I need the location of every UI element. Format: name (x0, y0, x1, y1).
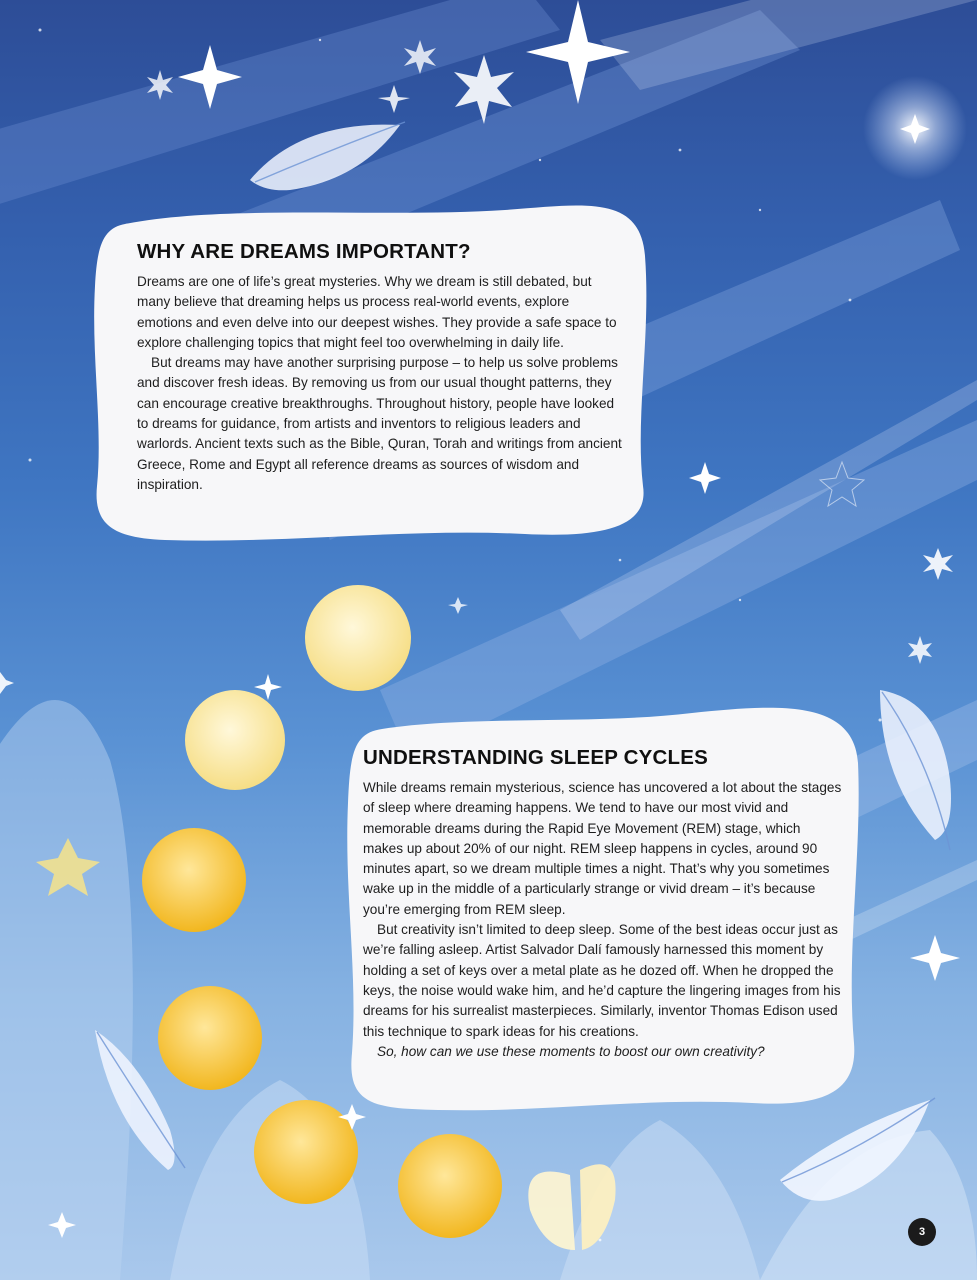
card-why-dreams (85, 196, 655, 542)
moon-icon (398, 1134, 502, 1238)
body-paragraph: But dreams may have another surprising purpose – to help us solve problems and discover fresh ideas. By removing us from our usual thought patterns, they can encourage creative breakthroughs. Throughout history, people have looked to dreams for guidance, from artists and inventors to religious leaders and warlords. Ancient texts such as the Bible, Quran, Torah and writings from ancient Greece, Rome and Egypt all reference dreams as sources of wisdom and inspiration. (137, 355, 622, 492)
moon-icon (254, 1100, 358, 1204)
star-icon (689, 462, 721, 494)
star-icon (908, 636, 932, 664)
star-icon (378, 85, 410, 113)
section-title: UNDERSTANDING SLEEP CYCLES (363, 746, 709, 769)
body-paragraph: But creativity isn’t limited to deep sleep. Some of the best ideas occur just as we’re falling asleep. Artist Salvador Dalí famously harnessed this moment by holding a set of keys over a metal plate as he dozed off. When he dropped the keys, the noise would wake him, and he’d capture the lingering images from his dreams for his surrealist masterpieces. Similarly, inventor Thomas Edison used this technique to spark ideas for his creations. (363, 922, 841, 1039)
moon-icon (158, 986, 262, 1090)
star-icon (448, 597, 468, 614)
leaf-shape (0, 700, 133, 1280)
star-icon (910, 935, 960, 981)
body-paragraph: While dreams remain mysterious, science has uncovered a lot about the stages of sleep where dreaming happens. We tend to have our most vivid and memorable dreams during the Rapid Eye Movement (REM) stage, which makes up about 20% of our night. REM sleep happens in cycles, around 90 minutes apart, so we dream multiple times a night. That’s why you sometimes wake up in the middle of a particularly strange or vivid dream – it’s because you’re emerging from REM sleep. (363, 780, 842, 917)
card-sleep-cycles (332, 703, 864, 1113)
closing-question: So, how can we use these moments to boost our own creativity? (377, 1043, 765, 1059)
star-icon (0, 672, 14, 694)
star-icon (923, 548, 953, 580)
body-paragraph: Dreams are one of life’s great mysteries. Why we dream is still debated, but many believe that dreaming helps us process real-world events, explore emotions and even delve into our deepest wishes. They provide a safe space to explore challenging topics that might feel too overwhelming in daily life. (137, 274, 617, 350)
moon-icon (185, 690, 285, 790)
page-number-badge: 3 (908, 1218, 936, 1246)
section-title: WHY ARE DREAMS IMPORTANT? (137, 240, 471, 263)
moon-icon (305, 585, 411, 691)
moon-icon (142, 828, 246, 932)
